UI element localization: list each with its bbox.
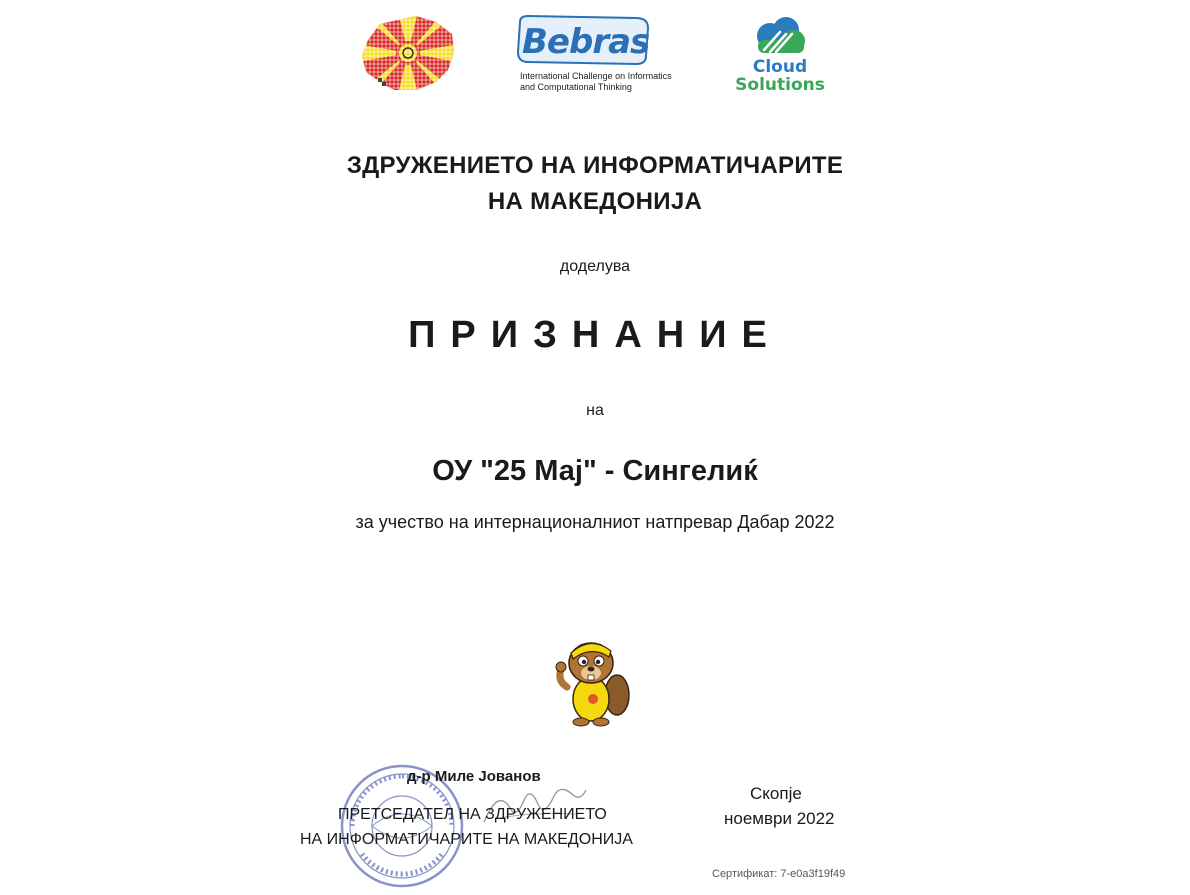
cloud-solutions-line2: Solutions (735, 75, 825, 95)
signatory-name: д-р Миле Јованов (407, 768, 541, 785)
signatory-title-line2: НА ИНФОРМАТИЧАРИТЕ НА МАКЕДОНИЈА (300, 831, 633, 848)
signatory-title-line1: ПРЕТСЕДАТЕЛ НА ЗДРУЖЕНИЕТО (338, 806, 607, 823)
award-purpose: за учество на интернационалниот натпревар Дабар 2022 (355, 512, 835, 532)
beaver-mascot (553, 633, 633, 729)
cloud-solutions-logo (730, 14, 830, 98)
awards-text: доделува (559, 258, 631, 275)
recipient-name: ОУ "25 Мај" - Сингелиќ (432, 455, 758, 487)
issue-date: ноември 2022 (724, 809, 835, 828)
bebras-wordmark: Bebras (522, 22, 650, 62)
association-logo (358, 12, 458, 94)
organization-name-line1: ЗДРУЖЕНИЕТО НА ИНФОРМАТИЧАРИТЕ (346, 152, 844, 179)
cloud-solutions-name (730, 58, 830, 94)
certificate-title: ПРИЗНАНИЕ (408, 314, 782, 356)
beaver-mascot-icon (553, 633, 633, 729)
certificate-id: Сертификат: 7-e0a3f19f49 (712, 868, 846, 880)
cloud-icon (750, 14, 808, 58)
organization-name-line2: НА МАКЕДОНИЈА (487, 188, 703, 215)
bebras-tagline-line1: International Challenge on Informatics (520, 71, 672, 81)
bebras-tagline-line2: and Computational Thinking (520, 82, 632, 92)
bebras-logo (516, 14, 686, 96)
to-text: на (586, 402, 604, 419)
macedonia-flag-map-logo (358, 12, 458, 94)
cloud-solutions-line1: Cloud (752, 57, 808, 77)
issue-city: Скопје (750, 784, 802, 803)
bebras-tagline (520, 71, 690, 93)
